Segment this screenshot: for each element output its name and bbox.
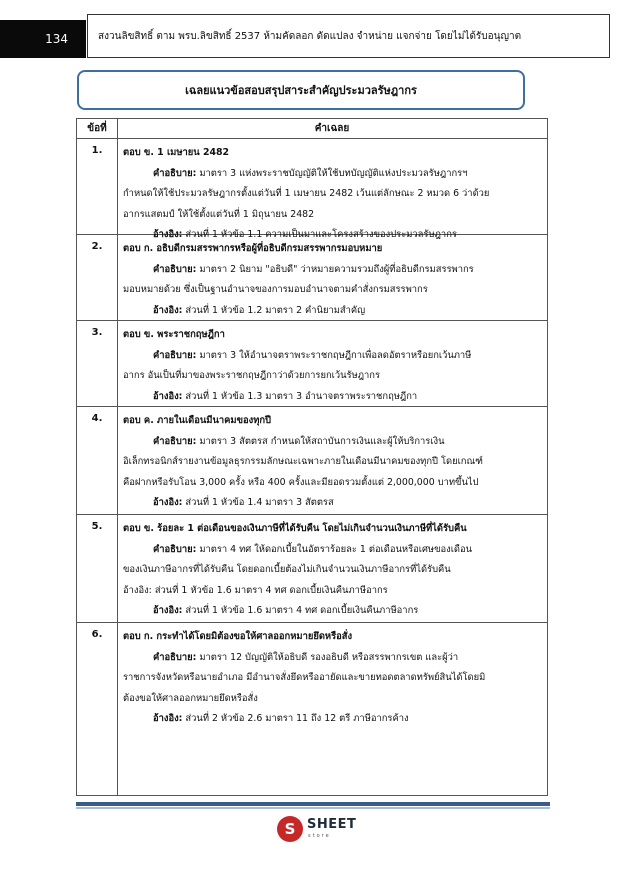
reference-line xyxy=(123,709,541,730)
explanation-line xyxy=(123,432,541,453)
explanation-label: คำอธิบาย: xyxy=(153,435,197,447)
answer-line: ตอบ ข. 1 เมษายน 2482 xyxy=(123,147,230,158)
answer-content xyxy=(123,627,541,730)
answer-line: ตอบ ข. ร้อยละ 1 ต่อเดือนของเงินภาษีที่ได้รับคืน โดยไม่เกินจำนวนเงินภาษีที่ได้รับคืน xyxy=(123,523,467,534)
reference-label: อ้างอิง: xyxy=(153,390,183,402)
answer-content xyxy=(123,143,541,246)
reference-text: ส่วนที่ 1 หัวข้อ 1.6 มาตรา 4 ทศ ดอกเบี้ยเงินคืนภาษีอากร xyxy=(182,605,419,616)
logo-mark-icon: S xyxy=(277,816,303,842)
page-number: 134 xyxy=(0,20,86,58)
question-number: 2. xyxy=(91,241,103,252)
answer-content xyxy=(123,411,541,514)
reference-line xyxy=(123,387,541,408)
logo-wordmark: SHEET xyxy=(307,817,357,832)
reference-label: อ้างอิง: xyxy=(153,229,183,240)
explanation-label: คำอธิบาย: xyxy=(153,349,197,361)
page-title-text: เฉลยแนวข้อสอบสรุปสาระสำคัญประมวลรัษฎากร xyxy=(185,84,417,97)
explanation-line xyxy=(123,164,541,185)
reference-label: อ้างอิง: xyxy=(153,605,183,616)
explanation-text: อากรแสตมป์ ให้ใช้ตั้งแต่วันที่ 1 มิถุนายน 2482 xyxy=(123,208,315,220)
explanation-text: มาตรา 3 สัตตรส กำหนดให้สถาบันการเงินและผู้ให้บริการเงิน xyxy=(196,435,445,447)
explanation-line xyxy=(123,648,541,669)
reference-label: อ้างอิง: xyxy=(153,304,183,316)
question-number: 6. xyxy=(91,629,103,640)
answer-content xyxy=(123,519,541,622)
answer-table xyxy=(76,118,548,796)
explanation-text: คือฝากหรือรับโอน 3,000 ครั้ง หรือ 400 ครั้งและมียอดรวมตั้งแต่ 2,000,000 บาทขึ้นไป xyxy=(123,476,479,488)
header-question-number: ข้อที่ xyxy=(87,123,107,134)
explanation-text: อ้างอิง: ส่วนที่ 1 หัวข้อ 1.6 มาตรา 4 ทศ ดอกเบี้ยเงินคืนภาษีอากร xyxy=(123,584,388,596)
explanation-text: อิเล็กทรอนิกส์รายงานข้อมูลธุรกรรมลักษณะเฉพาะภายในเดือนมีนาคมของทุกปี โดยเกณฑ์ xyxy=(123,456,483,467)
reference-text: ส่วนที่ 1 หัวข้อ 1.1 ความเป็นมาและโครงสร้างของประมวลรัษฎากร xyxy=(182,229,457,240)
answer-content xyxy=(123,239,541,321)
reference-label: อ้างอิง: xyxy=(153,713,183,724)
answer-line: ตอบ ข. พระราชกฤษฎีกา xyxy=(123,329,225,340)
footer-rule xyxy=(76,802,550,806)
reference-line xyxy=(123,493,541,514)
table-row xyxy=(77,321,547,407)
reference-text: ส่วนที่ 1 หัวข้อ 1.2 มาตรา 2 คำนิยามสำคัญ xyxy=(182,304,366,316)
table-header xyxy=(77,119,547,139)
answer-line: ตอบ ค. ภายในเดือนมีนาคมของทุกปี xyxy=(123,415,272,426)
explanation-text: มาตรา 3 ให้อำนาจตราพระราชกฤษฎีกาเพื่อลดอัตราหรือยกเว้นภาษี xyxy=(196,349,472,361)
reference-text: ส่วนที่ 2 หัวข้อ 2.6 มาตรา 11 ถึง 12 ตรี ภาษีอากรค้าง xyxy=(182,713,409,724)
explanation-line xyxy=(123,346,541,367)
reference-line xyxy=(123,601,541,622)
table-row xyxy=(77,623,547,797)
copyright-header xyxy=(87,14,610,58)
page-title xyxy=(77,70,525,110)
table-row xyxy=(77,407,547,515)
sheet-store-logo xyxy=(277,814,377,844)
explanation-label: คำอธิบาย: xyxy=(153,263,197,275)
explanation-text: มาตรา 3 แห่งพระราชบัญญัติให้ใช้บทบัญญัติแห่งประมวลรัษฎากรฯ xyxy=(196,167,468,179)
explanation-text: มาตรา 12 บัญญัติให้อธิบดี รองอธิบดี หรือสรรพากรเขต และผู้ว่า xyxy=(196,651,459,663)
explanation-line xyxy=(123,540,541,561)
table-row xyxy=(77,139,547,240)
explanation-label: คำอธิบาย: xyxy=(153,543,197,555)
explanation-text: มอบหมายด้วย ซึ่งเป็นฐานอำนาจของการมอบอำนาจตามคำสั่งกรมสรรพากร xyxy=(123,284,428,295)
explanation-text: ของเงินภาษีอากรที่ได้รับคืน โดยดอกเบี้ยต้องไม่เกินจำนวนเงินภาษีอากรที่ได้รับคืน xyxy=(123,564,451,575)
question-number: 3. xyxy=(91,327,103,338)
explanation-text: อากร อันเป็นที่มาของพระราชกฤษฎีกาว่าด้วยการยกเว้นรัษฎากร xyxy=(123,370,380,381)
reference-label: อ้างอิง: xyxy=(153,497,183,508)
header-answer: คำเฉลย xyxy=(314,123,350,134)
explanation-text: มาตรา 4 ทศ ให้ดอกเบี้ยในอัตราร้อยละ 1 ต่อเดือนหรือเศษของเดือน xyxy=(196,543,473,555)
question-number: 5. xyxy=(91,521,103,532)
explanation-line xyxy=(123,260,541,281)
reference-text: ส่วนที่ 1 หัวข้อ 1.3 มาตรา 3 อำนาจตราพระราชกฤษฎีกา xyxy=(182,390,418,402)
reference-line xyxy=(123,301,541,322)
question-number: 1. xyxy=(91,145,103,156)
explanation-label: คำอธิบาย: xyxy=(153,167,197,179)
answer-line: ตอบ ก. อธิบดีกรมสรรพากรหรือผู้ที่อธิบดีกรมสรรพากรมอบหมาย xyxy=(123,243,383,254)
reference-text: ส่วนที่ 1 หัวข้อ 1.4 มาตรา 3 สัตตรส xyxy=(182,497,334,508)
explanation-text: ราชการจังหวัดหรือนายอำเภอ มีอำนาจสั่งยึดหรืออายัดและขายทอดตลาดทรัพย์สินได้โดยมิ xyxy=(123,672,486,683)
table-row xyxy=(77,515,547,623)
explanation-text: มาตรา 2 นิยาม "อธิบดี" ว่าหมายความรวมถึงผู้ที่อธิบดีกรมสรรพากร xyxy=(196,263,474,275)
answer-line: ตอบ ก. กระทำได้โดยมิต้องขอให้ศาลออกหมายยึดหรือสั่ง xyxy=(123,631,353,642)
question-number: 4. xyxy=(91,413,103,424)
footer-rule-accent xyxy=(76,807,550,809)
table-row xyxy=(77,235,547,321)
copyright-notice: สงวนลิขสิทธิ์ ตาม พรบ.ลิขสิทธิ์ 2537 ห้ามคัดลอก ดัดแปลง จำหน่าย แจกจ่าย โดยไม่ได้รับอนุญาต xyxy=(98,30,522,42)
explanation-text: ต้องขอให้ศาลออกหมายยึดหรือสั่ง xyxy=(123,692,258,704)
answer-content xyxy=(123,325,541,407)
explanation-label: คำอธิบาย: xyxy=(153,651,197,663)
explanation-text: กำหนดให้ใช้ประมวลรัษฎากรตั้งแต่วันที่ 1 เมษายน 2482 เว้นแต่ลักษณะ 2 หมวด 6 ว่าด้วย xyxy=(123,188,490,199)
logo-subtext: store xyxy=(308,833,331,839)
